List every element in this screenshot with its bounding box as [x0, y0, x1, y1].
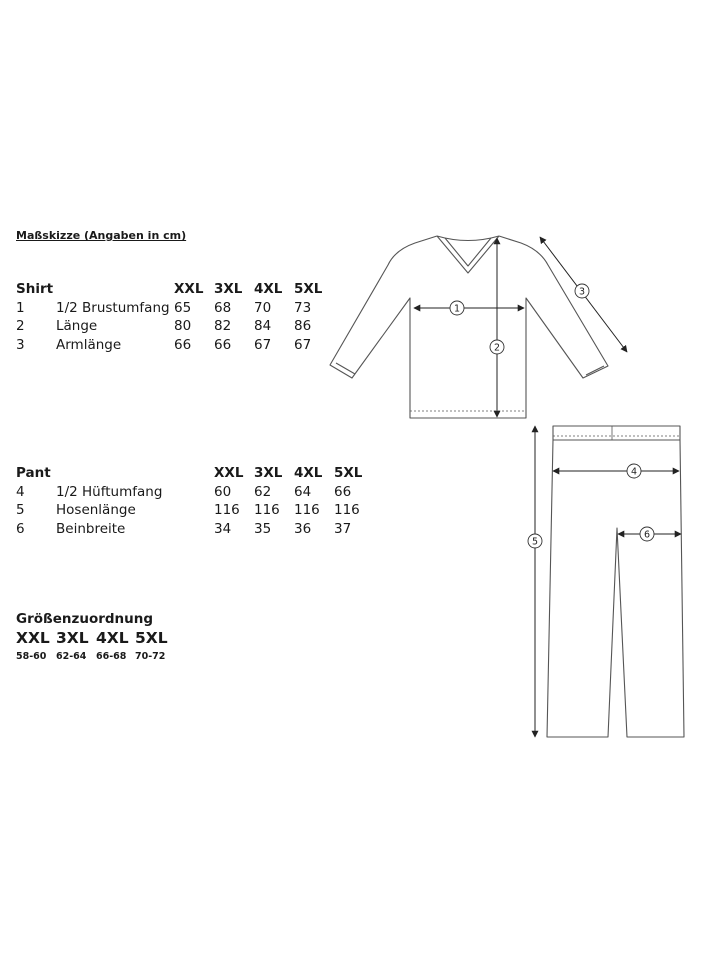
size-header: 3XL	[254, 465, 283, 481]
size-header: 5XL	[294, 281, 323, 297]
shirt-title: Shirt	[16, 281, 54, 297]
mapping-range: 66-68	[96, 651, 127, 662]
cell-value: 68	[214, 299, 232, 316]
row-number: 2	[16, 318, 25, 334]
page-heading: Maßskizze (Angaben in cm)	[16, 229, 187, 242]
mapping-size: 5XL	[135, 629, 168, 647]
cell-value: 34	[214, 520, 232, 537]
shirt-outline	[330, 236, 608, 418]
row-label: Beinbreite	[56, 520, 126, 537]
size-header: 4XL	[254, 281, 283, 297]
marker-label-1: 1	[453, 303, 461, 315]
cell-value: 64	[294, 483, 312, 500]
size-header: XXL	[214, 465, 244, 481]
row-number: 3	[16, 336, 25, 353]
marker-label-5: 5	[531, 536, 539, 548]
marker-label-4: 4	[630, 466, 638, 478]
size-header: 3XL	[214, 281, 243, 297]
cell-value: 86	[294, 318, 312, 334]
cell-value: 116	[294, 502, 320, 518]
cell-value: 116	[254, 502, 280, 518]
pants-outline	[547, 426, 684, 737]
cell-value: 82	[214, 318, 232, 334]
size-header: XXL	[174, 281, 204, 297]
row-number: 1	[16, 299, 25, 316]
cell-value: 116	[214, 502, 240, 518]
row-number: 6	[16, 520, 25, 537]
mapping-size: 3XL	[56, 629, 89, 647]
cell-value: 35	[254, 520, 272, 537]
cell-value: 66	[214, 336, 232, 353]
cell-value: 80	[174, 318, 192, 334]
cell-value: 66	[334, 483, 352, 500]
row-label: 1/2 Brustumfang	[56, 299, 170, 316]
row-label: 1/2 Hüftumfang	[56, 483, 163, 500]
cell-value: 116	[334, 502, 360, 518]
pant-title: Pant	[16, 465, 51, 481]
marker-label-2: 2	[493, 342, 501, 354]
size-header: 4XL	[294, 465, 323, 481]
cell-value: 60	[214, 483, 232, 500]
row-label: Armlänge	[56, 336, 122, 353]
marker-label-3: 3	[578, 286, 586, 298]
row-number: 5	[16, 502, 25, 518]
cell-value: 67	[294, 336, 312, 353]
cell-value: 62	[254, 483, 272, 500]
mapping-size: 4XL	[96, 629, 129, 647]
cell-value: 36	[294, 520, 312, 537]
size-mapping-title: Größenzuordnung	[16, 611, 154, 627]
row-label: Länge	[56, 318, 98, 334]
cell-value: 67	[254, 336, 272, 353]
cell-value: 73	[294, 299, 312, 316]
mapping-range: 70-72	[135, 651, 166, 662]
row-number: 4	[16, 483, 25, 500]
size-header: 5XL	[334, 465, 363, 481]
row-label: Hosenlänge	[56, 502, 136, 518]
cell-value: 65	[174, 299, 192, 316]
cell-value: 37	[334, 520, 352, 537]
mapping-size: XXL	[16, 629, 50, 647]
cell-value: 66	[174, 336, 192, 353]
mapping-range: 58-60	[16, 651, 47, 662]
mapping-range: 62-64	[56, 651, 87, 662]
cell-value: 84	[254, 318, 272, 334]
marker-label-6: 6	[643, 529, 651, 541]
cell-value: 70	[254, 299, 272, 316]
